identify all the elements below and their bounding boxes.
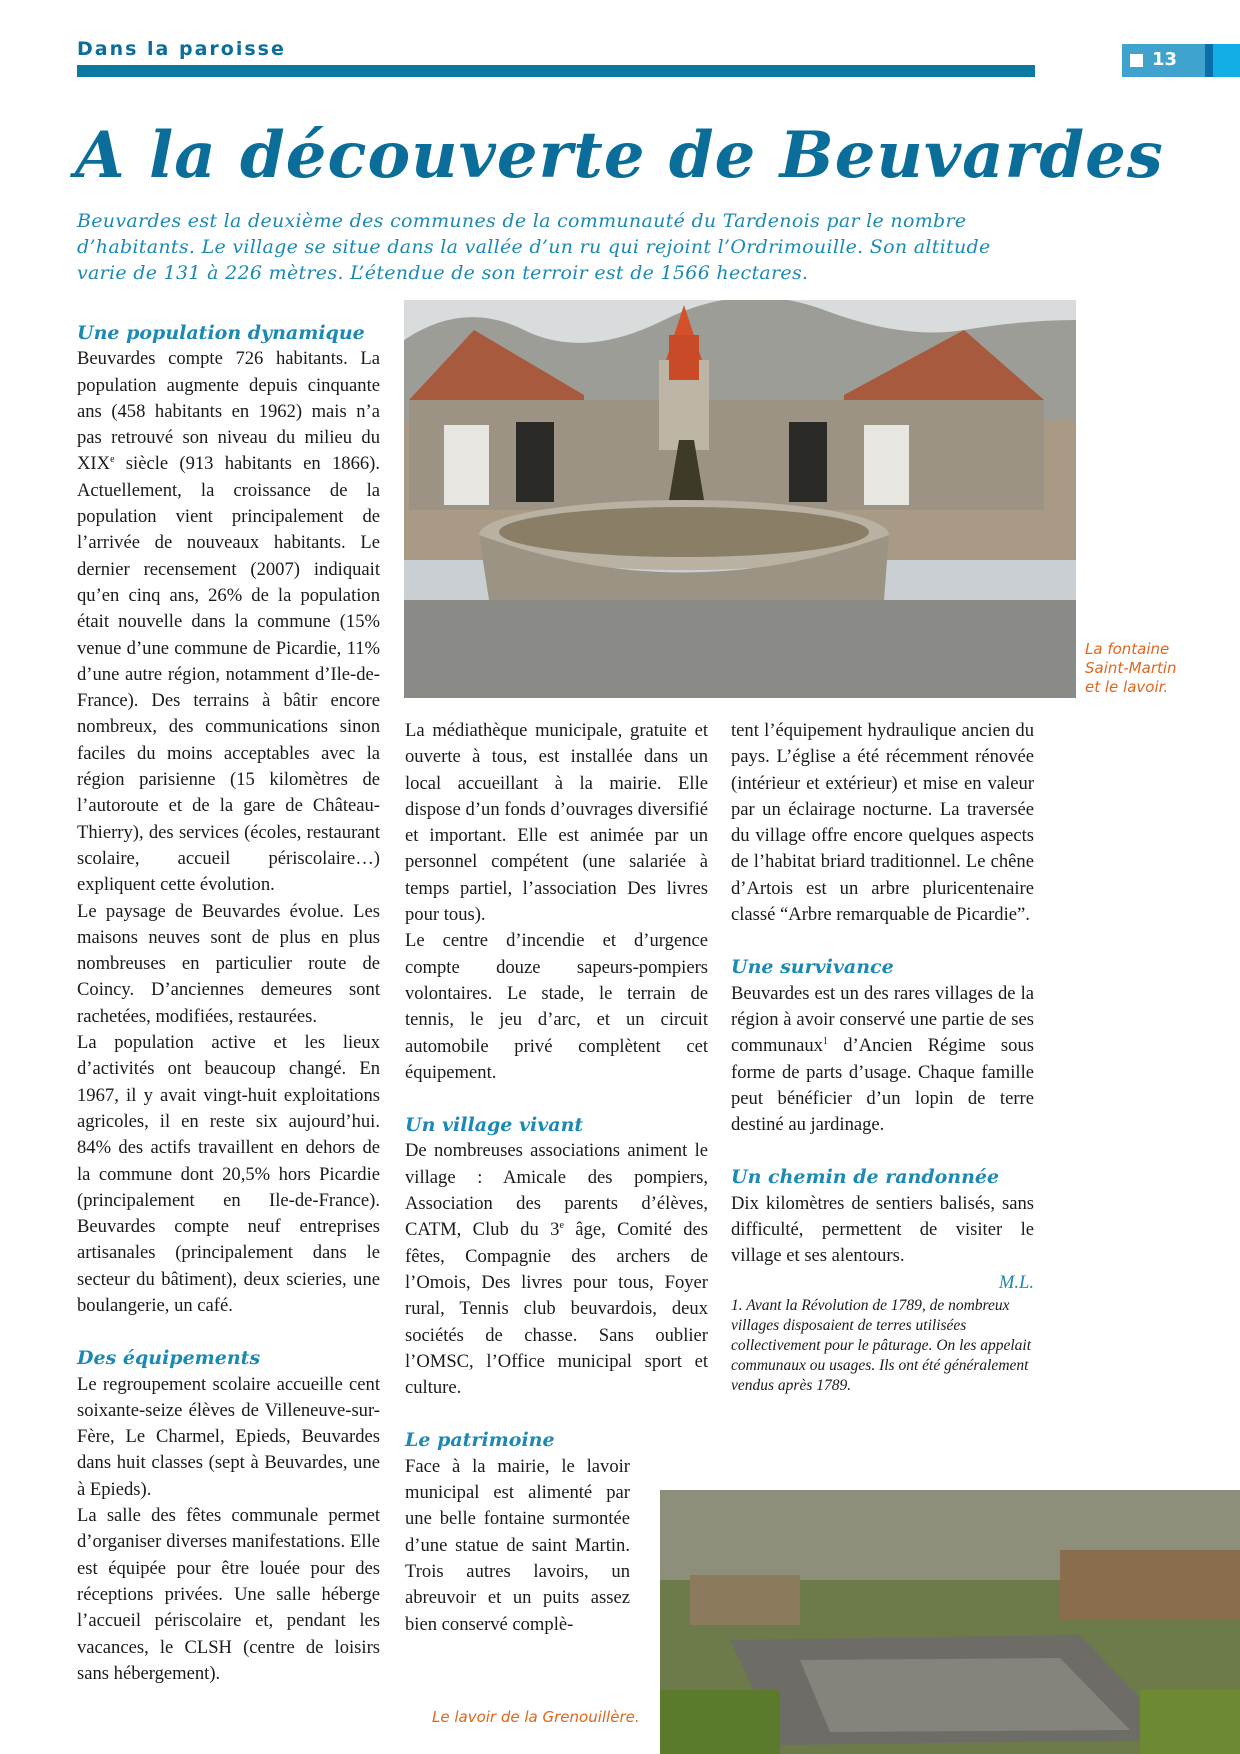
paragraph: La salle des fêtes communale permet d’organiser diverses manifestations. Elle est équipée pour être louée pour des réceptions privées. Une salle héberge l’accueil périscolaire et, pendant les vacances, le CLSH (centre de loisirs sans hébergement). (77, 1505, 380, 1684)
column-3 (731, 718, 1034, 1396)
heading-vivant: Un village vivant (405, 1114, 584, 1137)
paragraph: Beuvardes compte 726 habitants. La population augmente depuis cinquante ans (458 habitants en 1962) mais n’a pas retrouvé son niveau du milieu du XIXe siècle (913 habitants en 1866). Actuellement, la croissance de la population vient principalement de l’arrivée de nouveaux habitants. Le dernier recensement (2007) indiquait qu’en cinq ans, 26% de la population était nouvelle dans la commune (15% venue d’une commune de Picardie, 11% d’une autre région, notamment d’Ile-de-France). Des terrains à bâtir encore nombreux, des communications sinon faciles du moins acceptables avec la région parisienne (15 kilomètres de l’autoroute et de la gare de Château-Thierry), des services (écoles, restaurant scolaire, accueil périscolaire…) expliquent cette évolution. (77, 348, 380, 896)
heading-population: Une population dynamique (77, 322, 365, 344)
paragraph: Le centre d’incendie et d’urgence compte douze sapeurs-pompiers volontaires. Le stade, le terrain de tennis, le jeu d’arc, et un circuit automobile privé complètent cet équipement. (405, 930, 708, 1083)
paragraph: Le regroupement scolaire accueille cent soixante-seize élèves de Villeneuve-sur-Fère, Le Charmel, Epieds, Beuvardes dans huit classes (sept à Beuvardes, une à Epieds). (77, 1373, 380, 1500)
section-label: Dans la paroisse (77, 38, 286, 60)
column-2 (405, 718, 708, 1638)
paragraph: Le paysage de Beuvardes évolue. Les maisons neuves sont de plus en plus nombreuses en particulier route de Coincy. D’anciennes demeures sont rachetées, modifiées, restaurées. (77, 900, 380, 1027)
page-tab-strip-light (1213, 44, 1240, 77)
paragraph: La médiathèque municipale, gratuite et ouverte à tous, est installée dans un local accueillant à la mairie. Elle dispose d’un fonds d’ouvrages diversifié et important. Elle est animée par un personnel compétent (une salariée à temps partiel, l’association Des livres pour tous). (405, 720, 708, 926)
page-number-box (1122, 44, 1205, 77)
superscript: e (559, 1220, 564, 1232)
heading-randonnee: Un chemin de randonnée (731, 1166, 1000, 1189)
paragraph: Dix kilomètres de sentiers balisés, sans difficulté, permettent de visiter le village et ses alentours. (731, 1192, 1034, 1267)
heading-survivance: Une survivance (731, 956, 894, 979)
heading-patrimoine: Le patrimoine (405, 1429, 555, 1452)
paragraph: Face à la mairie, le lavoir municipal est alimenté par une belle fontaine surmontée d’une statue de saint Martin. Trois autres lavoirs, un abreuvoir et un puits assez bien conservé complè- (405, 1455, 630, 1635)
photo-lavoir-grenouillere (660, 1490, 1240, 1754)
author-signature: M.L. (998, 1271, 1034, 1293)
photo2-caption: Le lavoir de la Grenouillère. (432, 1708, 640, 1726)
paragraph: La population active et les lieux d’activités ont beaucoup changé. En 1967, il y avait vingt-huit exploitations agricoles, il en reste six aujourd’hui. 84% des actifs travaillent en dehors de la commune dont 20,5% hors Picardie (principalement en Ile-de-France). Beuvardes compte neuf entreprises artisanales (principalement dans le secteur du bâtiment), deux scieries, une boulangerie, un café. (77, 1032, 380, 1316)
footnote: 1. Avant la Révolution de 1789, de nombreux villages disposaient de terres utilisées collectivement pour le pâturage. On les appelait communaux ou usages. Ils ont été généralement vendus après 1789. (731, 1296, 1032, 1394)
column-1 (77, 320, 380, 1687)
paragraph: De nombreuses associations animent le village : Amicale des pompiers, Association des parents d’élèves, CATM, Club du 3e âge, Comité des fêtes, Compagnie des archers de l’Omois, Des livres pour tous, Foyer rural, Tennis club beuvardois, deux sociétés de chasse. Sans oublier l’OMSC, l’Office municipal sport et culture. (405, 1140, 708, 1399)
heading-equipements: Des équipements (77, 1347, 261, 1370)
superscript: e (110, 454, 115, 466)
paragraph-continued: tent l’équipement hydraulique ancien du pays. L’église a été récemment rénovée (intérieur et extérieur) et mise en valeur par un éclairage nocturne. La traversée du village offre encore quelques aspects de l’habitat briard traditionnel. Le chêne d’Artois est un arbre pluricentenaire classé “Arbre remarquable de Picardie”. (731, 720, 1034, 926)
superscript: 1 (822, 1036, 828, 1048)
header-rule (77, 65, 1035, 77)
square-icon (1130, 54, 1143, 67)
page-number: 13 (1152, 49, 1178, 70)
article-intro: Beuvardes est la deuxième des communes de la communauté du Tardenois par le nombre d’habitants. Le village se situe dans la vallée d’un ru qui rejoint l’Ordrimouille. Son altitude varie de 131 à 226 mètres. L’étendue de son terroir est de 1566 hectares. (77, 210, 991, 284)
photo1-caption: La fontaine Saint-Martin et le lavoir. (1085, 640, 1177, 696)
photo-fontaine-saint-martin (404, 300, 1076, 698)
article-title: A la découverte de Beuvardes (75, 118, 1164, 193)
page-tab-strip (1205, 44, 1213, 77)
paragraph: Beuvardes est un des rares villages de la région à avoir conservé une partie de ses communaux$^1$ d’Ancien Régime sous forme de parts d’usage. Chaque famille peut bénéficier d’un lopin de terre destiné au jardinage. (731, 982, 1034, 1136)
